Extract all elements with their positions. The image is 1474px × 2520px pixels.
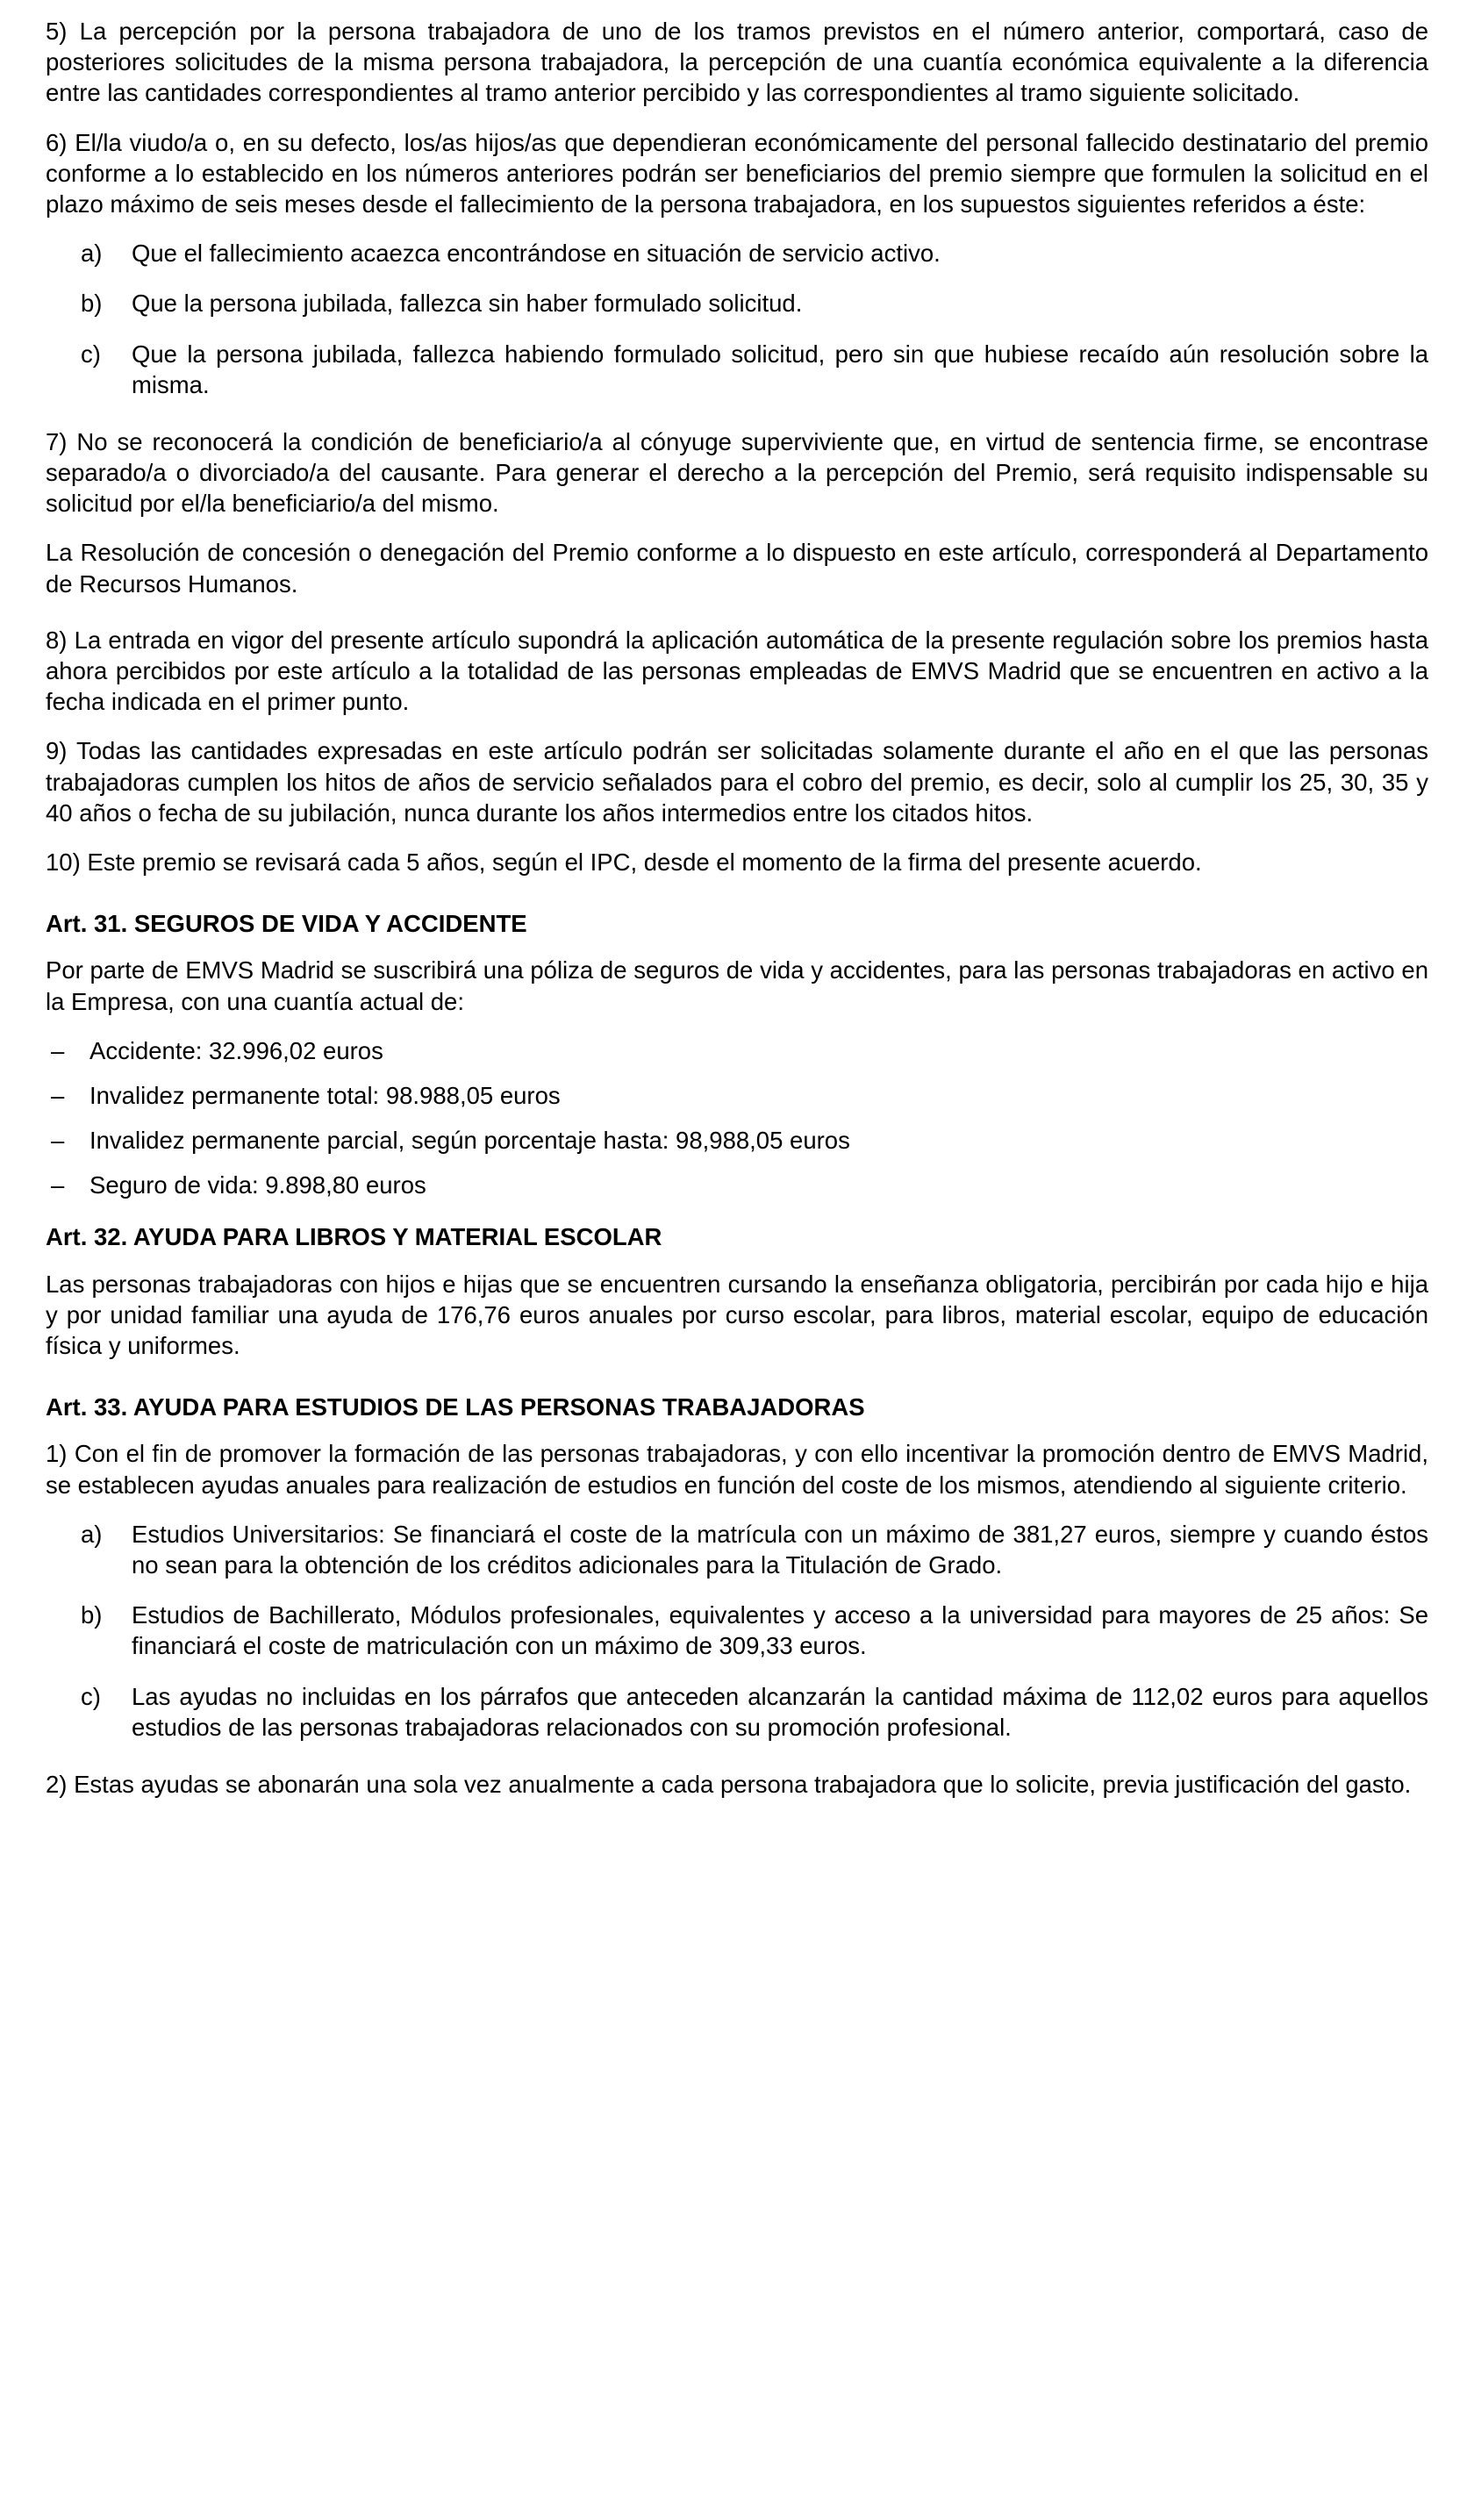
list-marker: c) [81,340,101,368]
list-marker: a) [81,240,103,268]
list-item-text: Que el fallecimiento acaezca encontrándose en situación de servicio activo. [132,240,941,268]
spacer [46,1379,1428,1392]
list-item-text: Invalidez permanente total: 98.988,05 euros [89,1081,561,1109]
list-item-text: Que la persona jubilada, fallezca sin haber formulado solicitud. [132,290,803,318]
paragraph-10: 10) Este premio se revisará cada 5 años, según el IPC, desde el momento de la firma del presente acuerdo. [46,848,1202,876]
list-item-33a [46,1519,1428,1580]
spacer [46,1214,1428,1221]
paragraph-art-33-intro: 1) Con el fin de promover la formación de las personas trabajadoras, y con ello incentivar la promoción dentro de EMVS Madrid, se establecen ayudas anuales para realización de estudios en función del coste de los mismos, atendiendo al siguiente criterio. [46,1440,1428,1499]
dash-marker: – [51,1081,65,1109]
list-item-seguro-vida [46,1170,1428,1200]
list-item-text: Accidente: 32.996,02 euros [89,1036,383,1064]
dash-marker: – [51,1127,65,1155]
list-marker: c) [81,1682,101,1710]
list-item-6a [46,238,1428,268]
heading-art-32: Art. 32. AYUDA PARA LIBROS Y MATERIAL ESCOLAR [46,1223,662,1251]
list-item-invalidez-total [46,1080,1428,1111]
dash-marker: – [51,1171,65,1199]
spacer [46,896,1428,908]
list-item-text: Estudios de Bachillerato, Módulos profesionales, equivalentes y acceso a la universidad para mayores de 25 años: Se financiará el coste de matriculación con un máximo de 309,33 euros. [132,1601,1428,1660]
list-marker: b) [81,1601,103,1629]
paragraph-7: 7) No se reconocerá la condición de beneficiario/a al cónyuge superviviente que, en virtud de sentencia firme, se encontrase separado/a o divorciado/a del causante. Para generar el derecho a la percepción del Premio, será requisito indispensable su solicitud por el/la beneficiario/a del mismo. [46,427,1428,518]
paragraph-art-31-intro: Por parte de EMVS Madrid se suscribirá una póliza de seguros de vida y accidentes, para las personas trabajadoras en activo en la Empresa, con una cuantía actual de: [46,956,1428,1015]
list-item-33c [46,1681,1428,1743]
list-marker: a) [81,1520,103,1548]
spacer [46,618,1428,625]
list-item-text: Seguro de vida: 9.898,80 euros [89,1171,426,1199]
list-item-33b [46,1600,1428,1661]
list-marker: b) [81,290,103,318]
list-item-accidente [46,1035,1428,1066]
list-item-text: Invalidez permanente parcial, según porcentaje hasta: 98,988,05 euros [89,1127,850,1155]
list-item-invalidez-parcial [46,1125,1428,1156]
paragraph-art-33-closing: 2) Estas ayudas se abonarán una sola vez anualmente a cada persona trabajadora que lo solicite, previa justificación del gasto. [46,1770,1412,1798]
spacer [46,1762,1428,1769]
paragraph-9: 9) Todas las cantidades expresadas en este artículo podrán ser solicitadas solamente durante el año en el que las personas trabajadoras cumplen los hitos de años de servicio señalados para el cobro del premio, es decir, solo al cumplir los 25, 30, 35 y 40 años o fecha de su jubilación, nunca durante los años intermedios entre los citados hitos. [46,737,1428,827]
paragraph-5: 5) La percepción por la persona trabajadora de uno de los tramos previstos en el número anterior, comportará, caso de posteriores solicitudes de la misma persona trabajadora, la percepción de una cuantía económica equivalente a la diferencia entre las cantidades correspondientes al tramo anterior percibido y las correspondientes al tramo siguiente solicitado. [46,18,1428,107]
list-item-text: Que la persona jubilada, fallezca habiendo formulado solicitud, pero sin que hubiese recaído aún resolución sobre la misma. [132,340,1428,398]
spacer [46,419,1428,426]
heading-art-31: Art. 31. SEGUROS DE VIDA Y ACCIDENTE [46,910,527,938]
paragraph-6: 6) El/la viudo/a o, en su defecto, los/as hijos/as que dependieran económicamente del personal fallecido destinatario del premio conforme a lo establecido en los números anteriores podrán ser beneficiarios del premio siempre que formulen la solicitud en el plazo máximo de seis meses desde el fallecimiento de la persona trabajadora, en los supuestos siguientes referidos a éste: [46,128,1428,218]
list-item-text: Las ayudas no incluidas en los párrafos que anteceden alcanzarán la cantidad máxima de 112,02 euros para aquellos estudios de las personas trabajadoras relacionados con su promoción profesional. [132,1682,1428,1741]
dash-marker: – [51,1036,65,1064]
list-item-6b [46,288,1428,319]
list-item-text: Estudios Universitarios: Se financiará el coste de la matrícula con un máximo de 381,27 euros, siempre y cuando éstos no sean para la obtención de los créditos adicionales para la Titulación de Grado. [132,1520,1428,1579]
paragraph-8: 8) La entrada en vigor del presente artículo supondrá la aplicación automática de la presente regulación sobre los premios hasta ahora percibidos por este artículo a la totalidad de las personas empleadas de EMVS Madrid que se encuentren en activo a la fecha indicada en el primer punto. [46,626,1428,716]
heading-art-33: Art. 33. AYUDA PARA ESTUDIOS DE LAS PERSONAS TRABAJADORAS [46,1393,865,1421]
paragraph-art-32: Las personas trabajadoras con hijos e hijas que se encuentren cursando la enseñanza obligatoria, percibirán por cada hijo e hija y por unidad familiar una ayuda de 176,76 euros anuales por curso escolar, para libros, material escolar, equipo de educación física y uniformes. [46,1270,1428,1359]
paragraph-7b: La Resolución de concesión o denegación del Premio conforme a lo dispuesto en este artículo, corresponderá al Departamento de Recursos Humanos. [46,539,1428,598]
list-item-6c [46,339,1428,400]
